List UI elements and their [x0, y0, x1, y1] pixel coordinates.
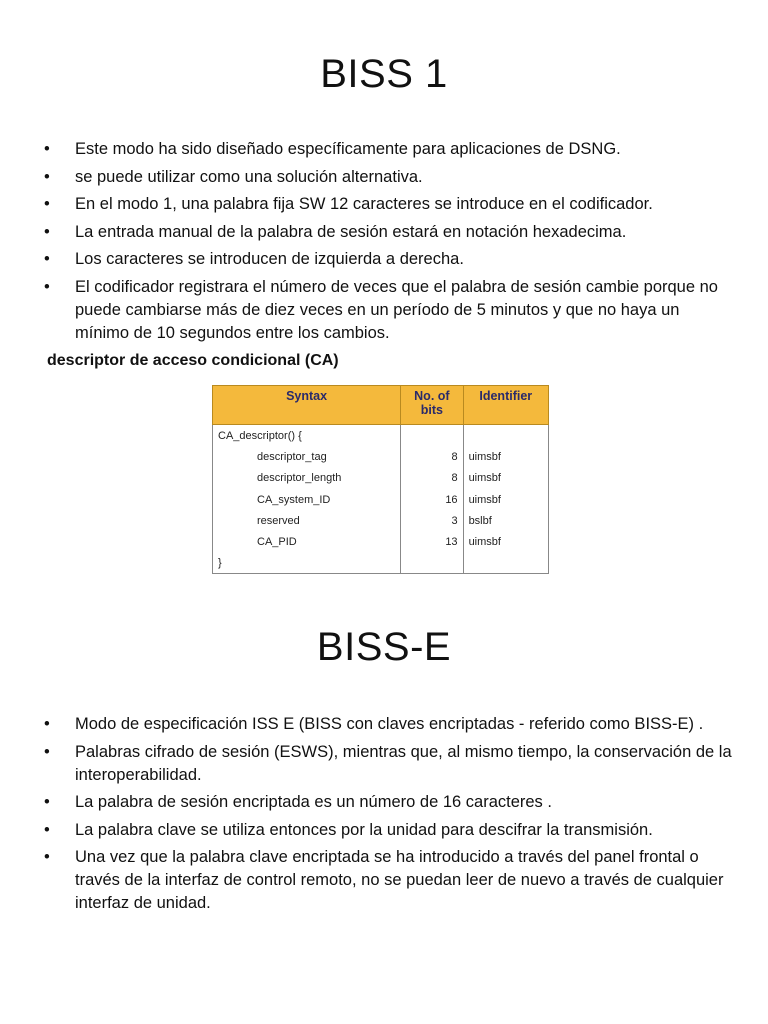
table-row [213, 425, 549, 447]
ca-descriptor-table [212, 385, 549, 574]
syntax-cell: CA_system_ID [213, 489, 401, 510]
header-identifier: Identifier [463, 386, 548, 425]
bits-cell: 8 [401, 468, 463, 489]
table-row [213, 489, 549, 510]
bullet-item: • En el modo 1, una palabra fija SW 12 caracteres se introduce en el codificador. [44, 193, 734, 216]
identifier-cell: uimsbf [463, 531, 548, 552]
bullet-item: • Los caracteres se introducen de izquierda a derecha. [44, 248, 734, 271]
table-row [213, 468, 549, 489]
syntax-cell: CA_PID [213, 531, 401, 552]
bits-cell: 8 [401, 446, 463, 467]
biss-1-bullet-list [44, 138, 734, 349]
header-bits: No. of bits [401, 386, 463, 425]
bits-cell: 3 [401, 510, 463, 531]
bullet-item: • se puede utilizar como una solución alternativa. [44, 166, 734, 189]
identifier-cell: bslbf [463, 510, 548, 531]
bullet-item: • La entrada manual de la palabra de sesión estará en notación hexadecima. [44, 221, 734, 244]
bullet-item: • El codificador registrara el número de veces que el palabra de sesión cambie porque no puede cambiarse más de diez veces en un período de 5 minutos y que no haya un mínimo de 10 segundos entre los cambios. [44, 276, 734, 345]
biss-e-bullet-list [44, 713, 734, 920]
bullet-item: • Una vez que la palabra clave encriptada se ha introducido a través del panel frontal o través de la interfaz de control remoto, no se puedan leer de nuevo a través de cualquier interfaz de unidad. [44, 846, 734, 915]
bullet-item: • Modo de especificación ISS E (BISS con claves encriptadas - referido como BISS-E) . [44, 713, 734, 736]
identifier-cell: uimsbf [463, 446, 548, 467]
table-caption: descriptor de acceso condicional (CA) [47, 352, 339, 369]
table-row [213, 446, 549, 467]
bullet-item: • Este modo ha sido diseñado específicamente para aplicaciones de DSNG. [44, 138, 734, 161]
bullet-item: • La palabra de sesión encriptada es un número de 16 caracteres . [44, 791, 734, 814]
syntax-open: CA_descriptor() { [213, 425, 401, 447]
table-header-row [213, 386, 549, 425]
table-row [213, 553, 549, 574]
bits-cell: 13 [401, 531, 463, 552]
bits-cell: 16 [401, 489, 463, 510]
syntax-cell: reserved [213, 510, 401, 531]
table-row [213, 531, 549, 552]
section-title-biss-e: BISS-E [316, 625, 452, 669]
identifier-cell: uimsbf [463, 489, 548, 510]
syntax-cell: descriptor_length [213, 468, 401, 489]
syntax-close: } [213, 553, 401, 574]
identifier-cell: uimsbf [463, 468, 548, 489]
syntax-cell: descriptor_tag [213, 446, 401, 467]
table-row [213, 510, 549, 531]
header-syntax: Syntax [213, 386, 401, 425]
section-title-biss-1: BISS 1 [320, 52, 448, 96]
bullet-item: • Palabras cifrado de sesión (ESWS), mientras que, al mismo tiempo, la conservación de la interoperabilidad. [44, 741, 734, 787]
bullet-item: • La palabra clave se utiliza entonces por la unidad para descifrar la transmisión. [44, 819, 734, 842]
